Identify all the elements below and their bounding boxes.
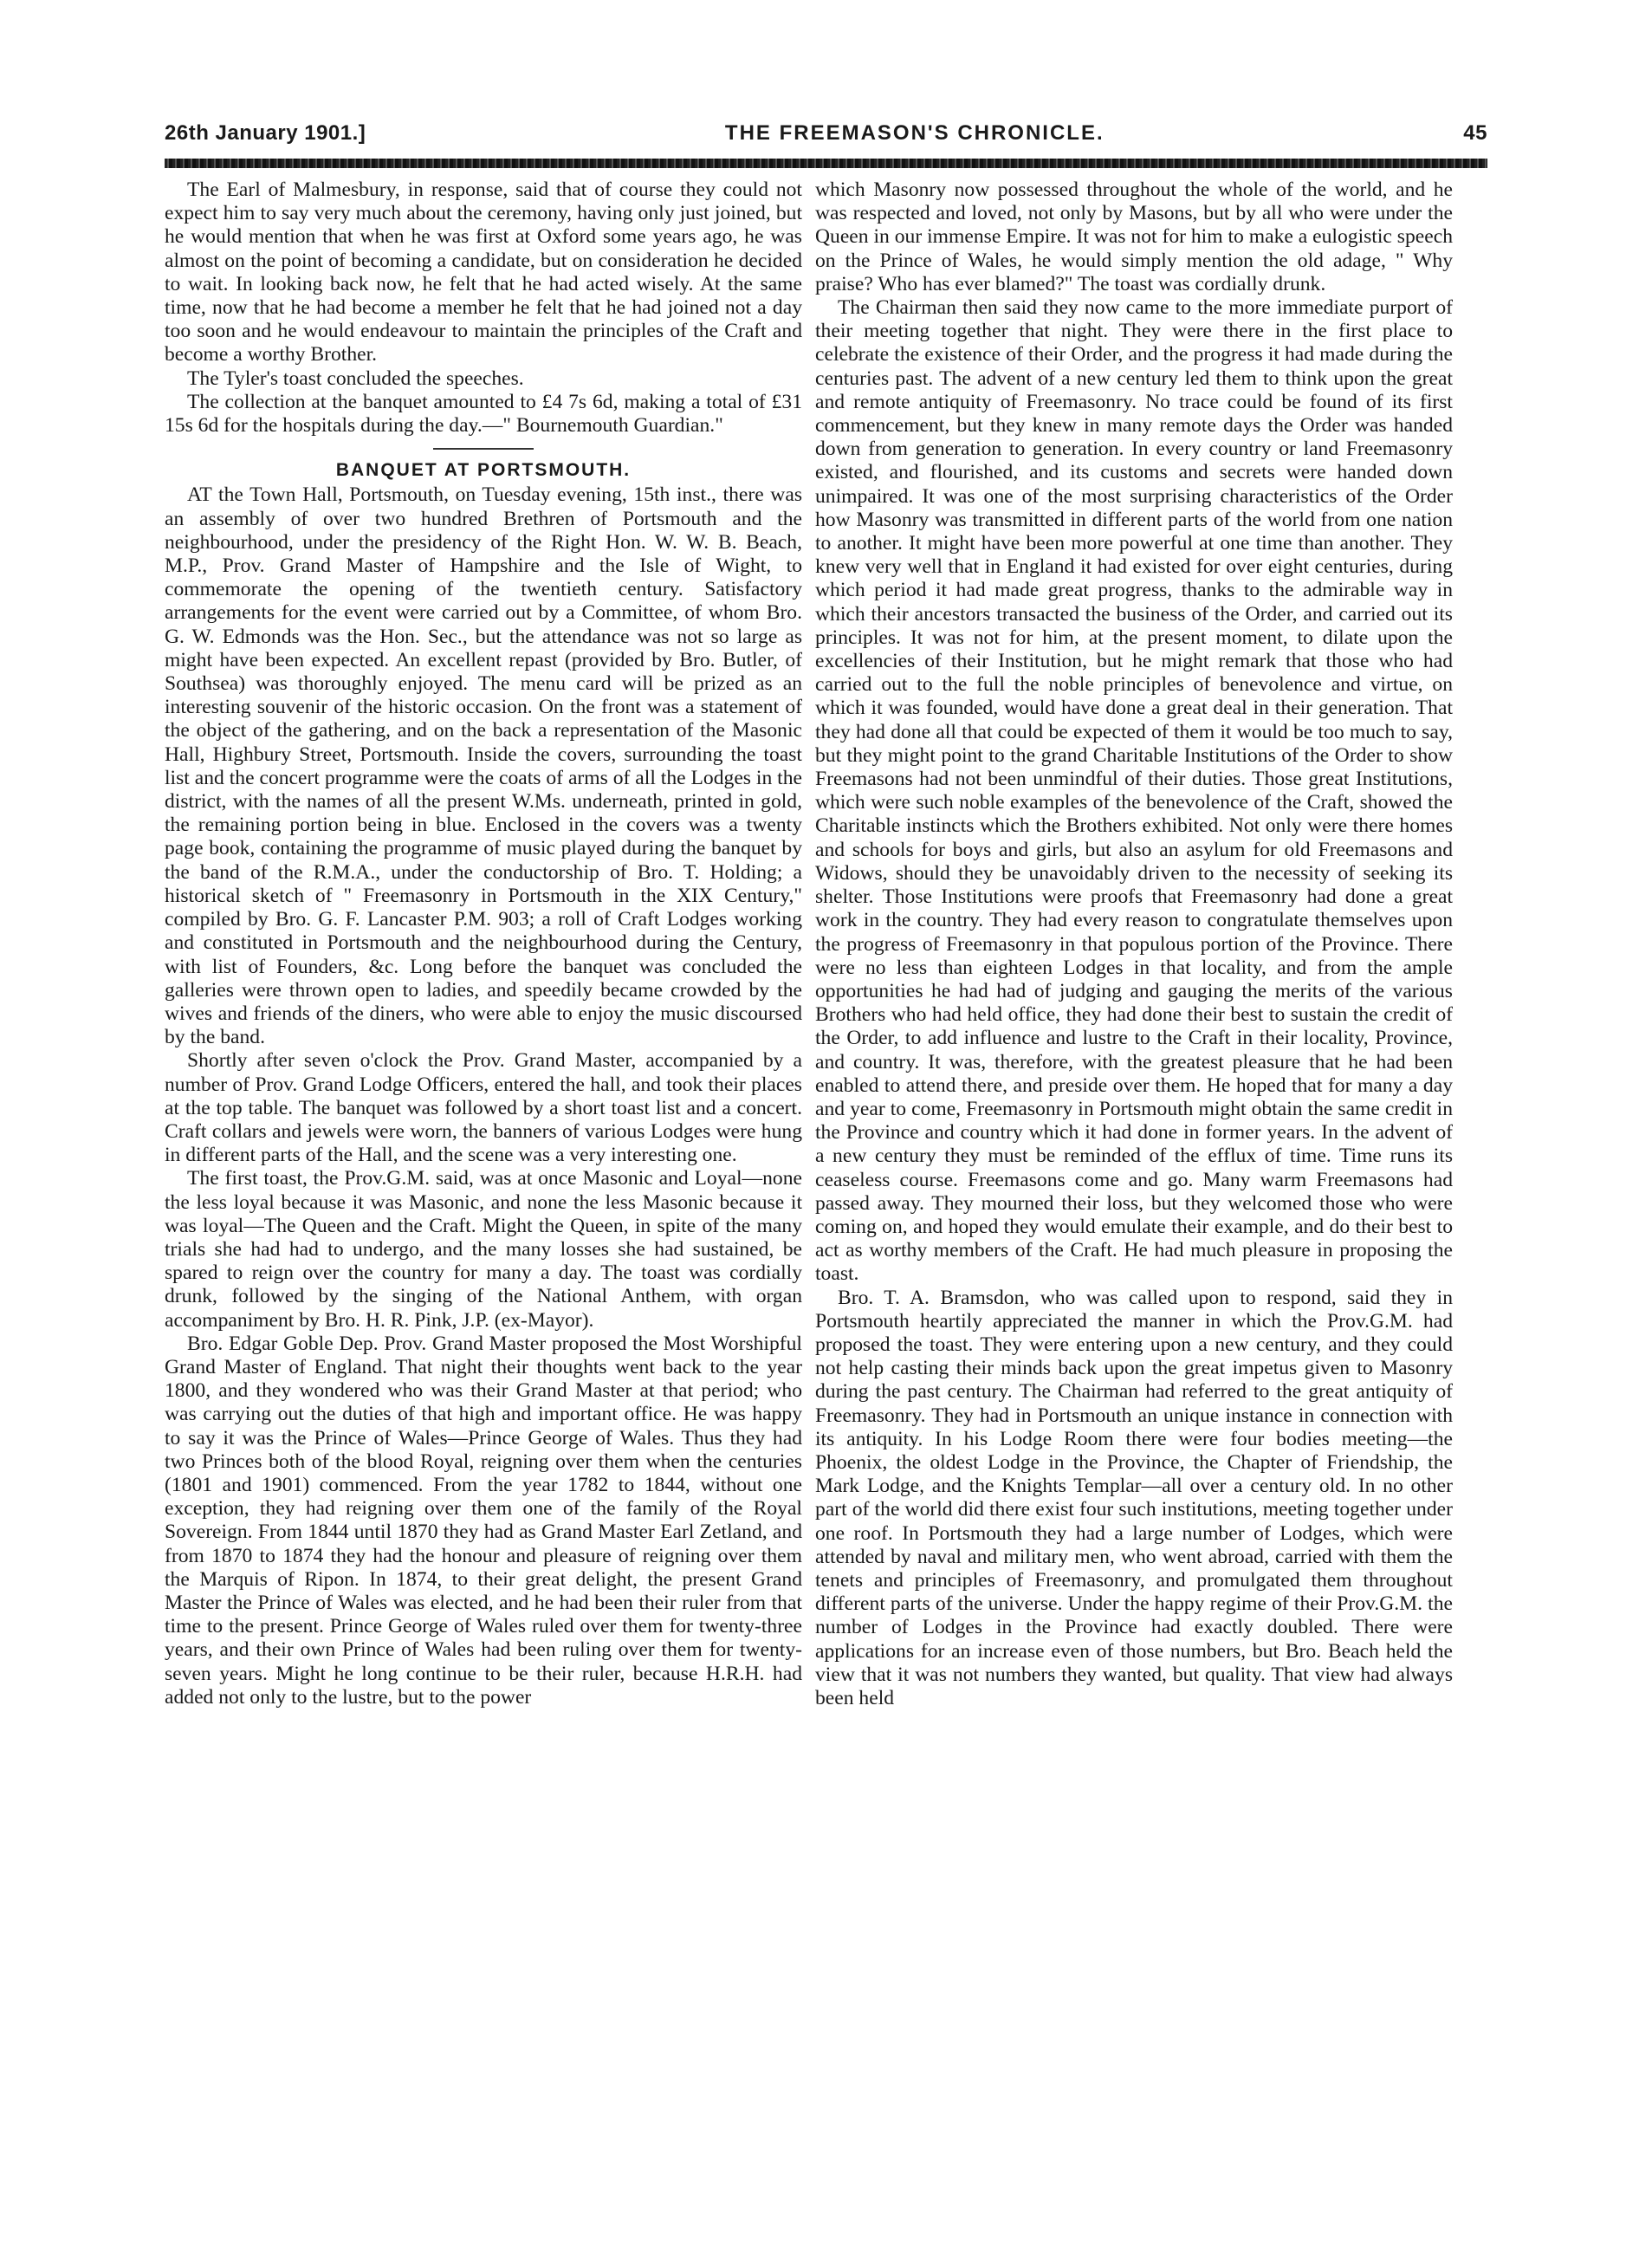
paragraph: The Chairman then said they now came to the more immediate purport of their meeting together that night. They were there in the first place to celebrate the existence of their Order, and the progress it had made during the centuries past. The advent of a new century led them to think upon the great and remote antiquity of Freemasonry. No trace could be found of its first commencement, but they knew in many remote days the Order was handed down from generation to generation. In every country or land Freemasonry existed, and flourished, and its customs and secrets were handed down unimpaired. It was one of the most surprising characteristics of the Order how Masonry was transmitted in different parts of the world from one nation to another. It might have been more powerful at one time than another. They knew very well that in England it had existed for over eight centuries, during which period it had made great progress, thanks to the admirable way in which their ancestors transacted the business of the Order, and carried out its principles. It was not for him, at the present moment, to dilate upon the excellencies of their Institution, but he might remark that those who had carried out to the full the noble principles of benevolence and virtue, on which it was founded, would have done a great deal in their generation. That they had done all that could be expected of them it would be too much to say, but they might point to the grand Charitable Institutions of the Order to show Freemasons had not been unmindful of their duties. Those great Institutions, which were such noble examples of the benevolence of the Craft, showed the Charitable instincts which the Brothers exhibited. Not only were there homes and schools for boys and girls, but also an asylum for old Freemasons and Widows, should they be unavoidably driven to the necessity of seeking its shelter. Those Institutions were proofs that Freemasonry had done a great work in the country. They had every reason to congratulate themselves upon the progress of Freemasonry in that populous portion of the Province. There were no less than eighteen Lodges in that locality, and from the ample opportunities he had had of judging and gauging the merits of the various Brothers who had held office, they had done their best to sustain the credit of the Order, to add influence and lustre to the Craft in their locality, Province, and country. It was, therefore, with the greatest pleasure that he had been enabled to attend there, and preside over them. He hoped that for many a day and year to come, Freemasonry in Portsmouth might obtain the same credit in the Province and country which it had done in former years. In the advent of a new century they must be reminded of the efflux of time. Time runs its ceaseless course. Freemasons come and go. Many warm Freemasons had passed away. They mourned their loss, but they welcomed those who were coming on, and hoped they would emulate their example, and do their best to act as worthy members of the Craft. He had much pleasure in proposing the toast. [815,296,1453,1286]
page-number: 45 [1463,121,1487,145]
paragraph: Bro. T. A. Bramsdon, who was called upon to respond, said they in Portsmouth heartily appreciated the manner in which the Prov.G.M. had proposed the toast. They were entering upon a new century, and they could not help casting their minds back upon the great impetus given to Masonry during the past century. The Chairman had referred to the great antiquity of Freemasonry. They had in Portsmouth an unique instance in connection with its antiquity. In his Lodge Room there were four bodies meeting—the Phoenix, the oldest Lodge in the Province, the Chapter of Friendship, the Mark Lodge, and the Knights Templar—all over a century old. In no other part of the world did there exist four such institutions, meeting together under one roof. In Portsmouth they had a large number of Lodges, which were attended by naval and military men, who went abroad, carried with them the tenets and principles of Freemasonry, and promulgated them throughout different parts of the universe. Under the happy regime of their Prov.G.M. the number of Lodges in the Province had exactly doubled. There were applications for an increase even of those numbers, but Bro. Beach held the view that it was not numbers they wanted, but quality. That view had always been held [815,1286,1453,1709]
paragraph: The Tyler's toast concluded the speeches. [187,366,524,390]
right-column [815,178,1453,1710]
paragraph: Shortly after seven o'clock the Prov. Grand Master, accompanied by a number of Prov. Grand Lodge Officers, entered the hall, and took their places at the top table. The banquet was followed by a short toast list and a concert. Craft collars and jewels were worn, the banners of various Lodges were hung in different parts of the Hall, and the scene was a very interesting one. [165,1049,802,1167]
paragraph: Bro. Edgar Goble Dep. Prov. Grand Master proposed the Most Worshipful Grand Master of England. That night their thoughts went back to the year 1800, and they wondered who was their Grand Master at that period; who was carrying out the duties of that high and important office. He was happy to say it was the Prince of Wales—Prince George of Wales. Thus they had two Princes both of the blood Royal, reigning over them when the centuries (1801 and 1901) commenced. From the year 1782 to 1844, without one exception, they had reigning over them one of the family of the Royal Sovereign. From 1844 until 1870 they had as Grand Master Earl Zetland, and from 1870 to 1874 they had the honour and pleasure of reigning over them the Marquis of Ripon. In 1874, to their great delight, the present Grand Master the Prince of Wales was elected, and he had been their ruler from that time to the present. Prince George of Wales ruled over them for twenty-three years, and their own Prince of Wales had been ruling over them for twenty-seven years. Might he long continue to be their ruler, because H.R.H. had added not only to the lustre, but to the power [165,1332,802,1709]
section-divider [433,448,534,450]
paragraph: The Earl of Malmesbury, in response, said that of course they could not expect him to say very much about the ceremony, having only just joined, but he would mention that when he was first at Oxford some years ago, he was almost on the point of becoming a candidate, but on consideration he decided to wait. In looking back now, he felt that he had acted wisely. At the same time, now that he had become a member he felt that he had joined not a day too soon and he would endeavour to maintain the principles of the Craft and become a worthy Brother. [165,178,802,366]
paragraph: The collection at the banquet amounted to £4 7s 6d, making a total of £31 15s 6d for the hospitals during the day.—" Bournemouth Guardian." [165,390,802,438]
paragraph: AT the Town Hall, Portsmouth, on Tuesday evening, 15th inst., there was an assembly of over two hundred Brethren of Portsmouth and the neighbourhood, under the presidency of the Right Hon. W. W. B. Beach, M.P., Prov. Grand Master of Hampshire and the Isle of Wight, to commemorate the opening of the twentieth century. Satisfactory arrangements for the event were carried out by a Committee, of whom Bro. G. W. Edmonds was the Hon. Sec., but the attendance was not so large as might have been expected. An excellent repast (provided by Bro. Butler, of Southsea) was thoroughly enjoyed. The menu card will be prized as an interesting souvenir of the historic occasion. On the front was a statement of the object of the gathering, and on the back a representation of the Masonic Hall, Highbury Street, Portsmouth. Inside the covers, surrounding the toast list and the concert programme were the coats of arms of all the Lodges in the district, with the names of all the present W.Ms. underneath, printed in gold, the remaining portion being in blue. Enclosed in the covers was a twenty page book, containing the programme of music played during the banquet by the band of the R.M.A., under the conductorship of Bro. T. Holding; a historical sketch of " Freemasonry in Portsmouth in the XIX Century," compiled by Bro. G. F. Lancaster P.M. 903; a roll of Craft Lodges working and constituted in Portsmouth and the neighbourhood during the Century, with list of Founders, &c. Long before the banquet was concluded the galleries were thrown open to ladies, and speedily became crowded by the wives and friends of the diners, who were able to enjoy the music discoursed by the band. [165,483,802,1049]
header-rule [165,159,1487,168]
masthead-title: THE FREEMASON'S CHRONICLE. [724,121,1105,145]
article-heading: BANQUET AT PORTSMOUTH. [335,460,632,481]
left-column [165,178,802,1709]
issue-date: 26th January 1901.] [165,121,366,145]
paragraph: which Masonry now possessed throughout the whole of the world, and he was respected and loved, not only by Masons, but by all who were under the Queen in our immense Empire. It was not for him to make a eulogistic speech on the Prince of Wales, he would simply mention the old adage, " Why praise? Who has ever blamed?" The toast was cordially drunk. [815,178,1453,295]
paragraph: The first toast, the Prov.G.M. said, was at once Masonic and Loyal—none the less loyal because it was Masonic, and none the less Masonic because it was loyal—The Queen and the Craft. Might the Queen, in spite of the many trials she had had to undergo, and the many losses she had sustained, be spared to reign over the country for many a day. The toast was cordially drunk, followed by the singing of the National Anthem, with organ accompaniment by Bro. H. R. Pink, J.P. (ex-Mayor). [165,1167,802,1332]
page-header [165,121,1487,158]
